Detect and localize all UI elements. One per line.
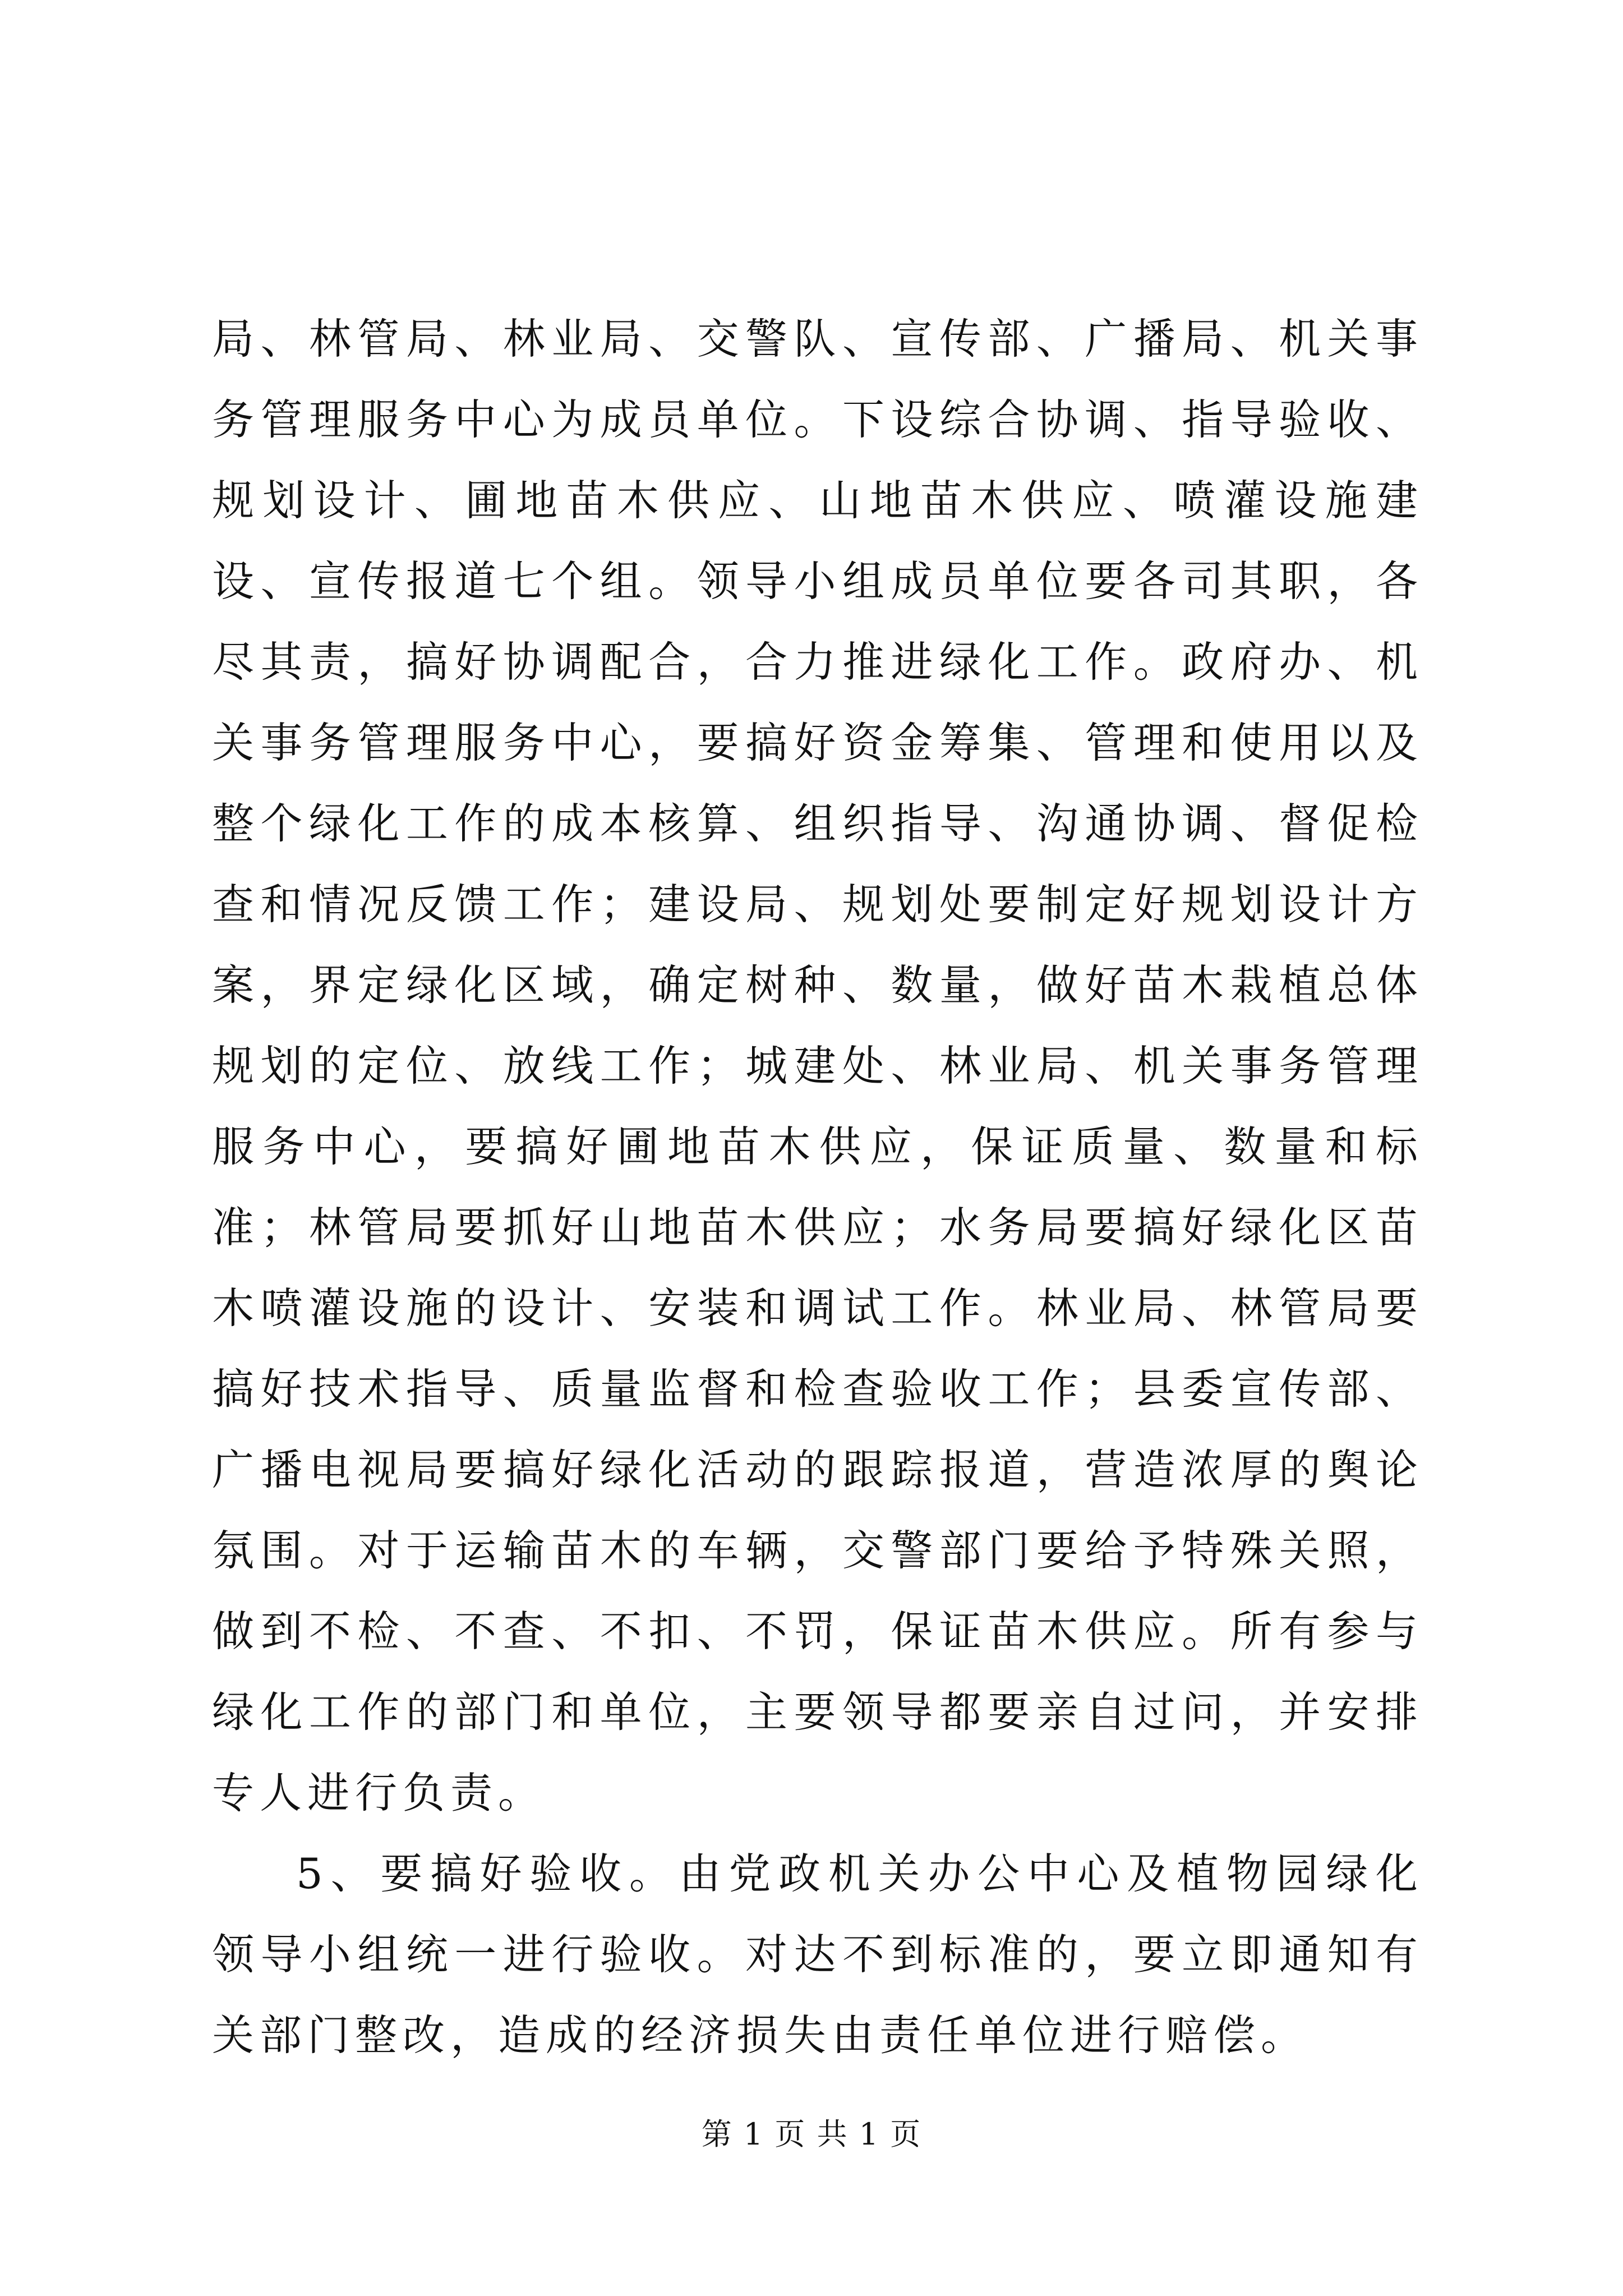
paragraph-acceptance: 5、要搞好验收。由党政机关办公中心及植物园绿化领导小组统一进行验收。对达不到标准的，要立即通知有关部门整改，造成的经济损失由责任单位进行赔偿。 [212,1849,1423,2060]
page-footer: 第 1 页 共 1 页 [701,2116,922,2152]
document-body [212,298,1423,2076]
paragraph-continuation: 局、林管局、林业局、交警队、宣传部、广播局、机关事务管理服务中心为成员单位。下设综合协调、指导验收、规划设计、圃地苗木供应、山地苗木供应、喷灌设施建设、宣传报道七个组。领导小组成员单位要各司其职，各尽其责，搞好协调配合，合力推进绿化工作。政府办、机关事务管理服务中心，要搞好资金筹集、管理和使用以及整个绿化工作的成本核算、组织指导、沟通协调、督促检查和情况反馈工作；建设局、规划处要制定好规划设计方案，界定绿化区域，确定树种、数量，做好苗木栽植总体规划的定位、放线工作；城建处、林业局、机关事务管理服务中心，要搞好圃地苗木供应，保证质量、数量和标准；林管局要抓好山地苗木供应；水务局要搞好绿化区苗木喷灌设施的设计、安装和调试工作。林业局、林管局要搞好技术指导、质量监督和检查验收工作；县委宣传部、广播电视局要搞好绿化活动的跟踪报道，营造浓厚的舆论氛围。对于运输苗木的车辆，交警部门要给予特殊关照，做到不检、不查、不扣、不罚，保证苗木供应。所有参与绿化工作的部门和单位，主要领导都要亲自过问，并安排专人进行负责。 [212,314,1423,1818]
